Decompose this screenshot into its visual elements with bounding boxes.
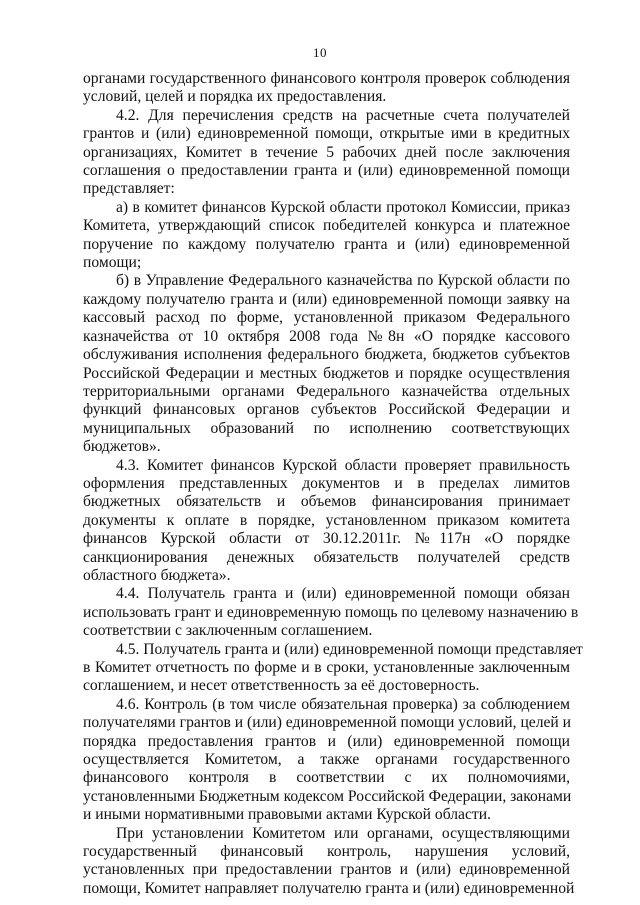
text-line: организациях, Комитет в течение 5 рабочих дней после заключения [83,143,570,161]
text-line: 4.4. Получатель гранта и (или) единовременной помощи обязан [116,585,570,603]
text-line: условий, целей и порядка их предоставления. [83,88,387,106]
paragraph-item-a [83,199,570,273]
text-line: представляет: [83,180,175,198]
text-line: помощи; [83,254,142,272]
text-line: и иными нормативными правовыми актами Курской области. [83,806,491,824]
text-line: б) в Управление Федерального казначейства по Курской области по [116,272,570,290]
text-line: соглашения о предоставлении гранта и (или) единовременной помощи [83,162,570,180]
text-line: муниципальных образований по исполнению соответствующих [83,419,570,437]
paragraph-4-3 [83,457,570,586]
text-line: областного бюджета». [83,566,231,584]
text-line: получателями грантов и (или) единовременной помощи условий, целей и [83,714,572,732]
text-line: территориальными органами Федерального казначейства отдельных [83,382,570,400]
text-line: Комитета, утверждающий список победителей конкурса и платежное [83,217,570,235]
text-line: функций финансовых органов субъектов Российской Федерации и [83,401,570,419]
page-number: 10 [313,45,327,60]
paragraph-4-4 [83,585,579,640]
text-line: помощи, Комитет направляет получателю гранта и (или) единовременной [83,879,575,897]
text-line: 4.5. Получатель гранта и (или) единовременной помощи представляет [116,640,583,658]
document-body [83,70,583,898]
text-line: бюджетных обязательств и объемов финансирования принимает [83,493,570,511]
text-line: использовать грант и единовременную помощь по целевому назначению в [83,603,579,621]
paragraph-4-5 [83,640,583,696]
text-line: оформления представленных документов и в пределах лимитов [83,474,570,492]
text-line: осуществляется Комитетом, а также органами государственного [83,751,570,769]
text-line: поручение по каждому получателю гранта и (или) единовременной [83,235,570,253]
text-line: бюджетов». [83,438,161,456]
text-line: обслуживания исполнения федерального бюджета, бюджетов субъектов [83,346,570,364]
paragraph-4-6 [83,696,570,825]
paragraph-violations [83,824,575,899]
text-line: финансов Курской области от 30.12.2011г. №117н «О порядке [83,530,570,548]
text-line: соответствии с заключенным соглашением. [83,622,373,640]
text-line: в Комитет отчетность по форме и в сроки, установленные заключенным [83,659,570,676]
text-line: порядка предоставления грантов и (или) единовременной помощи [83,732,570,750]
text-line: а) в комитет финансов Курской области протокол Комиссии, приказ [116,198,570,216]
text-line: санкционирования денежных обязательств получателей средств [83,548,570,566]
text-line: государственный финансовый контроль, нарушения условий, [83,843,570,861]
text-line: Российской Федерации и местных бюджетов и порядке осуществления [83,364,570,382]
text-line: установленными Бюджетным кодексом Российской Федерации, законами [83,787,572,805]
text-line: кассовый расход по форме, установленной приказом Федерального [83,309,570,327]
text-line: органами государственного финансового контроля проверок соблюдения [83,70,570,87]
text-line: установленных при предоставлении грантов и (или) единовременной [83,861,570,879]
text-line: При установлении Комитетом или органами, осуществляющими [116,824,570,842]
text-line: 4.6. Контроль (в том числе обязательная проверка) за соблюдением [116,695,570,713]
text-line: документы к оплате в порядке, установленном приказом комитета [83,511,570,529]
text-line: 4.3. Комитет финансов Курской области проверяет правильность [116,456,570,474]
text-line: соглашением, и несет ответственность за её достоверность. [83,677,480,695]
paragraph-continuation [83,70,570,107]
paragraph-4-2 [83,107,570,199]
paragraph-item-b [83,272,570,456]
text-line: финансового контроля в соответствии с их полномочиями, [83,769,570,787]
text-line: грантов и (или) единовременной помощи, открытые ими в кредитных [83,125,570,143]
text-line: казначейства от 10 октября 2008 года №8н «О порядке кассового [83,327,570,345]
text-line: каждому получателю гранта и (или) единовременной помощи заявку на [83,290,570,308]
text-line: 4.2. Для перечисления средств на расчетные счета получателей [116,106,570,124]
